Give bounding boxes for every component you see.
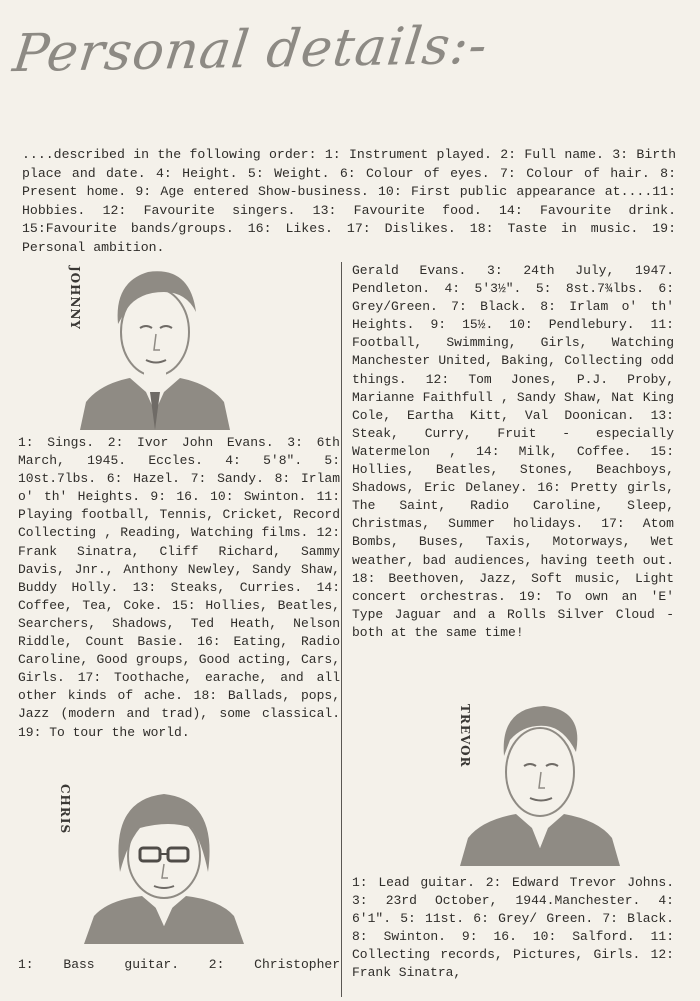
trevor-details: 1: Lead guitar. 2: Edward Trevor Johns. 3: 23rd October, 1944.Manchester. 4: 6'1". 5: 11st. 6: Grey/ Green. 7: Black. 8: Swinton. 9: 16. 10: Salford. 11: Collecting records, Pictures, Girls. 12: Frank Sinatra, — [352, 875, 674, 981]
trevor-label: TREVOR — [458, 704, 472, 768]
intro-paragraph: ....described in the following order: 1: Instrument played. 2: Full name. 3: Birth place and date. 4: Height. 5: Weight. 6: Colour of eyes. 7: Colour of hair. 8: Present home. 9: Age entered Show-business. 10: First public appearance at....11: Hobbies. 12: Favourite singers. 13: Favourite food. 14: Favourite drink. 15:Favourite bands/groups. 16: Likes. 17: Dislikes. 18: Taste in music. 19: Personal ambition. — [22, 147, 676, 255]
chris-details-continued: Gerald Evans. 3: 24th July, 1947. Pendleton. 4: 5'3½". 5: 8st.7¾lbs. 6: Grey/Green. 7: Black. 8: Irlam o' th' Heights. 9: 15½. 10: Pendlebury. 11: Football, Swimming, Girls, Watching Manchester United, Baking, Collecting odd things. 12: Tom Jones, P.J. Proby, Marianne Faithfull , Sandy Shaw, Nat King Cole, Eartha Kitt, Val Doonican. 13: Steak, Curry, Fruit - especially Watermelon , 14: Milk, Coffee. 15: Hollies, Beatles, Stones, Beachboys, Shadows, Eric Delaney. 16: Pretty girls, The Saint, Radio Caroline, Sleep, Christmas, Summer holidays. 17: Atom Bombs, Buses, Taxis, Motorways, Wet weather, bad audiences, having teeth out. 18: Beethoven, Jazz, Soft music, Light concert orchestras. 19: To own an 'E' Type Jaguar and a Rolls Silver Cloud - both at the same time! — [352, 263, 674, 640]
chris-label: CHRIS — [58, 784, 72, 835]
johnny-details: 1: Sings. 2: Ivor John Evans. 3: 6th March, 1945. Eccles. 4: 5'8". 5: 10st.7lbs. 6: Hazel. 7: Sandy. 8: Irlam o' th' Heights. 9: 16. 10: Swinton. 11: Playing football, Tennis, Cricket, Record Collecting , Reading, Watching films. 12: Frank Sinatra, Cliff Richard, Sammy Davis, Jnr., Anthony Newley, Sandy Shaw, Buddy Holly. 13: Steaks, Curries. 14: Coffee, Tea, Coke. 15: Hollies, Beatles, Searchers, Shadows, Ted Heath, Nelson Riddle, Count Basie. 16: Eating, Radio Caroline, Good groups, Good acting, Cars, Girls. 17: Toothache, earache, and all other kinds of ache. 18: Ballads, pops, Jazz (modern and trad), some classical. 19: To tour the world. — [18, 435, 340, 740]
johnny-portrait — [80, 262, 230, 430]
johnny-label: JOHNNY — [68, 266, 82, 330]
column-divider — [341, 262, 342, 997]
chris-details-start: 1: Bass guitar. 2: Christopher — [18, 957, 340, 972]
chris-portrait — [84, 780, 244, 944]
page-title: Personal details:- — [9, 15, 492, 85]
trevor-portrait — [460, 700, 620, 866]
